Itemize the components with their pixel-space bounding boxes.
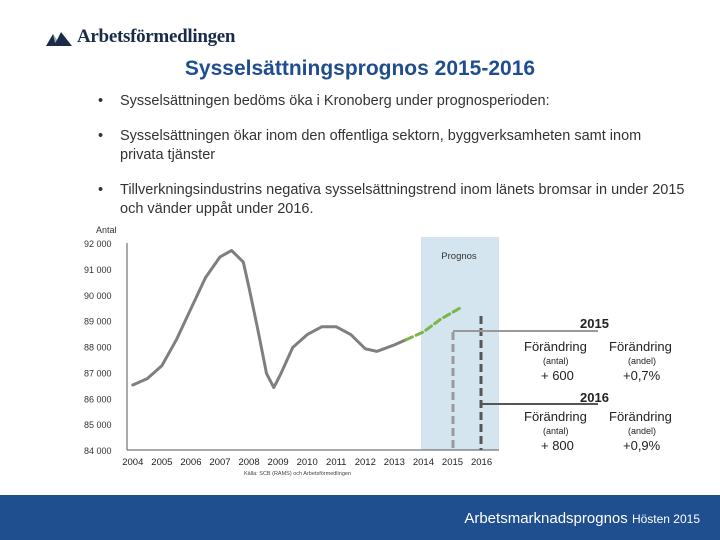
info-2016-forandring-antal: Förändring	[524, 409, 587, 424]
y-tick-label: 84 000	[84, 446, 112, 456]
footer-text	[464, 510, 700, 527]
y-tick-label: 88 000	[84, 342, 112, 353]
x-tick-label: 2013	[383, 457, 405, 468]
bullet-item: • Sysselsättningen bedöms öka i Kronoberg under prognosperioden:	[98, 92, 688, 111]
y-tick-label: 90 000	[84, 290, 112, 301]
x-tick-label: 2016	[470, 457, 493, 468]
y-tick-label: 91 000	[84, 264, 112, 275]
y-tick-label: 86 000	[84, 394, 112, 405]
x-tick-label: 2007	[209, 457, 231, 468]
y-axis-label: Antal	[96, 225, 117, 235]
forecast-label: Prognos	[441, 251, 477, 262]
info-2016-andel-value: +0,9%	[623, 438, 661, 453]
x-tick-labels	[122, 457, 492, 468]
info-2015-andel-label: (andel)	[628, 356, 657, 366]
y-tick-label: 92 000	[84, 239, 112, 249]
forecast-band	[421, 237, 499, 450]
info-2015-forandring-andel: Förändring	[609, 339, 672, 354]
y-tick-label: 85 000	[84, 420, 112, 431]
source-note: Källa: SCB (RAMS) och Arbetsförmedlingen	[244, 471, 351, 477]
info-2015-antal-label: (antal)	[543, 356, 569, 366]
history-line	[133, 251, 406, 388]
info-2016-forandring-andel: Förändring	[609, 409, 672, 424]
logo-text: Arbetsförmedlingen	[77, 26, 236, 47]
y-tick-label: 89 000	[84, 316, 112, 327]
x-tick-label: 2014	[412, 457, 435, 468]
x-tick-label: 2012	[354, 457, 376, 468]
info-2015-forandring-antal: Förändring	[524, 339, 587, 354]
x-tick-label: 2005	[151, 457, 173, 468]
x-tick-label: 2004	[122, 457, 144, 468]
footer-title: Arbetsmarknadsprognos	[464, 510, 628, 527]
bullet-item: • Tillverkningsindustrins negativa sysselsättningstrend inom länets bromsar in under 2015 och vänder uppåt under 2016.	[98, 181, 688, 219]
y-tick-labels	[84, 239, 112, 456]
bullet-item: • Sysselsättningen ökar inom den offentliga sektorn, byggverksamheten samt inom privata tjänster	[98, 127, 688, 165]
info-2016-andel-label: (andel)	[628, 426, 657, 436]
chart-series	[133, 251, 461, 388]
info-2015-antal-value: + 600	[541, 368, 574, 383]
x-tick-label: 2011	[326, 457, 347, 468]
info-2016-antal-label: (antal)	[543, 426, 569, 436]
info-2016-antal-value: + 800	[541, 438, 574, 453]
info-2015-year: 2015	[580, 316, 609, 331]
page-title: Sysselsättningsprognos 2015-2016	[184, 57, 536, 80]
x-tick-label: 2009	[267, 457, 289, 468]
x-tick-label: 2015	[441, 457, 464, 468]
x-tick-label: 2006	[180, 457, 202, 468]
info-2015-andel-value: +0,7%	[623, 368, 661, 383]
y-tick-label: 87 000	[84, 368, 112, 379]
info-2016-year: 2016	[580, 390, 609, 405]
x-tick-label: 2008	[238, 457, 260, 468]
x-tick-label: 2010	[296, 457, 318, 468]
footer-bar	[0, 495, 720, 540]
footer-season: Hösten 2015	[631, 512, 700, 526]
